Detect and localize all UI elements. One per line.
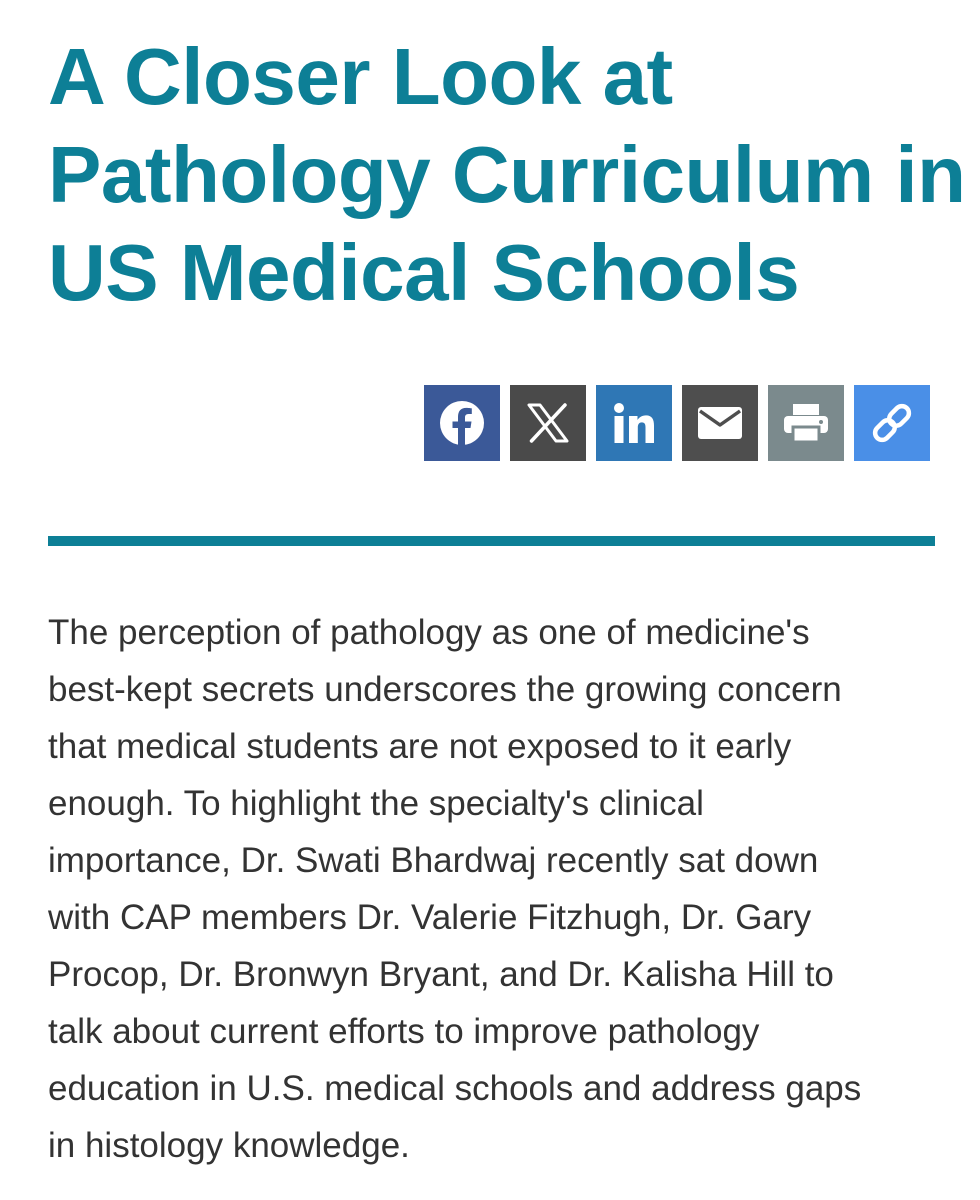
body-line: in histology knowledge.	[48, 1126, 410, 1165]
section-divider	[48, 536, 935, 546]
body-line: education in U.S. medical schools and address gaps	[48, 1069, 862, 1108]
x-icon	[526, 403, 570, 443]
email-icon	[697, 406, 743, 440]
x-share-button[interactable]	[510, 385, 586, 461]
print-button[interactable]	[768, 385, 844, 461]
body-line: importance, Dr. Swati Bhardwaj recently sat down	[48, 841, 819, 880]
share-toolbar	[424, 385, 930, 461]
title-line: US Medical Schools	[48, 228, 800, 317]
print-icon	[783, 403, 829, 443]
body-line: that medical students are not exposed to it early	[48, 727, 792, 766]
body-line: enough. To highlight the specialty's clinical	[48, 784, 704, 823]
facebook-share-button[interactable]	[424, 385, 500, 461]
page-title	[48, 0, 966, 322]
copy-link-icon	[870, 401, 914, 445]
linkedin-icon	[612, 401, 656, 445]
title-line: A Closer Look at	[48, 32, 673, 121]
copy-link-button[interactable]	[854, 385, 930, 461]
article-container	[48, 0, 966, 1165]
article-intro	[48, 604, 938, 1174]
email-share-button[interactable]	[682, 385, 758, 461]
title-line: Pathology Curriculum in	[48, 130, 966, 219]
facebook-icon	[438, 399, 486, 447]
body-line: Procop, Dr. Bronwyn Bryant, and Dr. Kalisha Hill to	[48, 955, 834, 994]
body-line: best-kept secrets underscores the growing concern	[48, 670, 842, 709]
linkedin-share-button[interactable]	[596, 385, 672, 461]
body-line: talk about current efforts to improve pathology	[48, 1012, 760, 1051]
body-line: The perception of pathology as one of medicine's	[48, 613, 810, 652]
body-line: with CAP members Dr. Valerie Fitzhugh, Dr. Gary	[48, 898, 812, 937]
